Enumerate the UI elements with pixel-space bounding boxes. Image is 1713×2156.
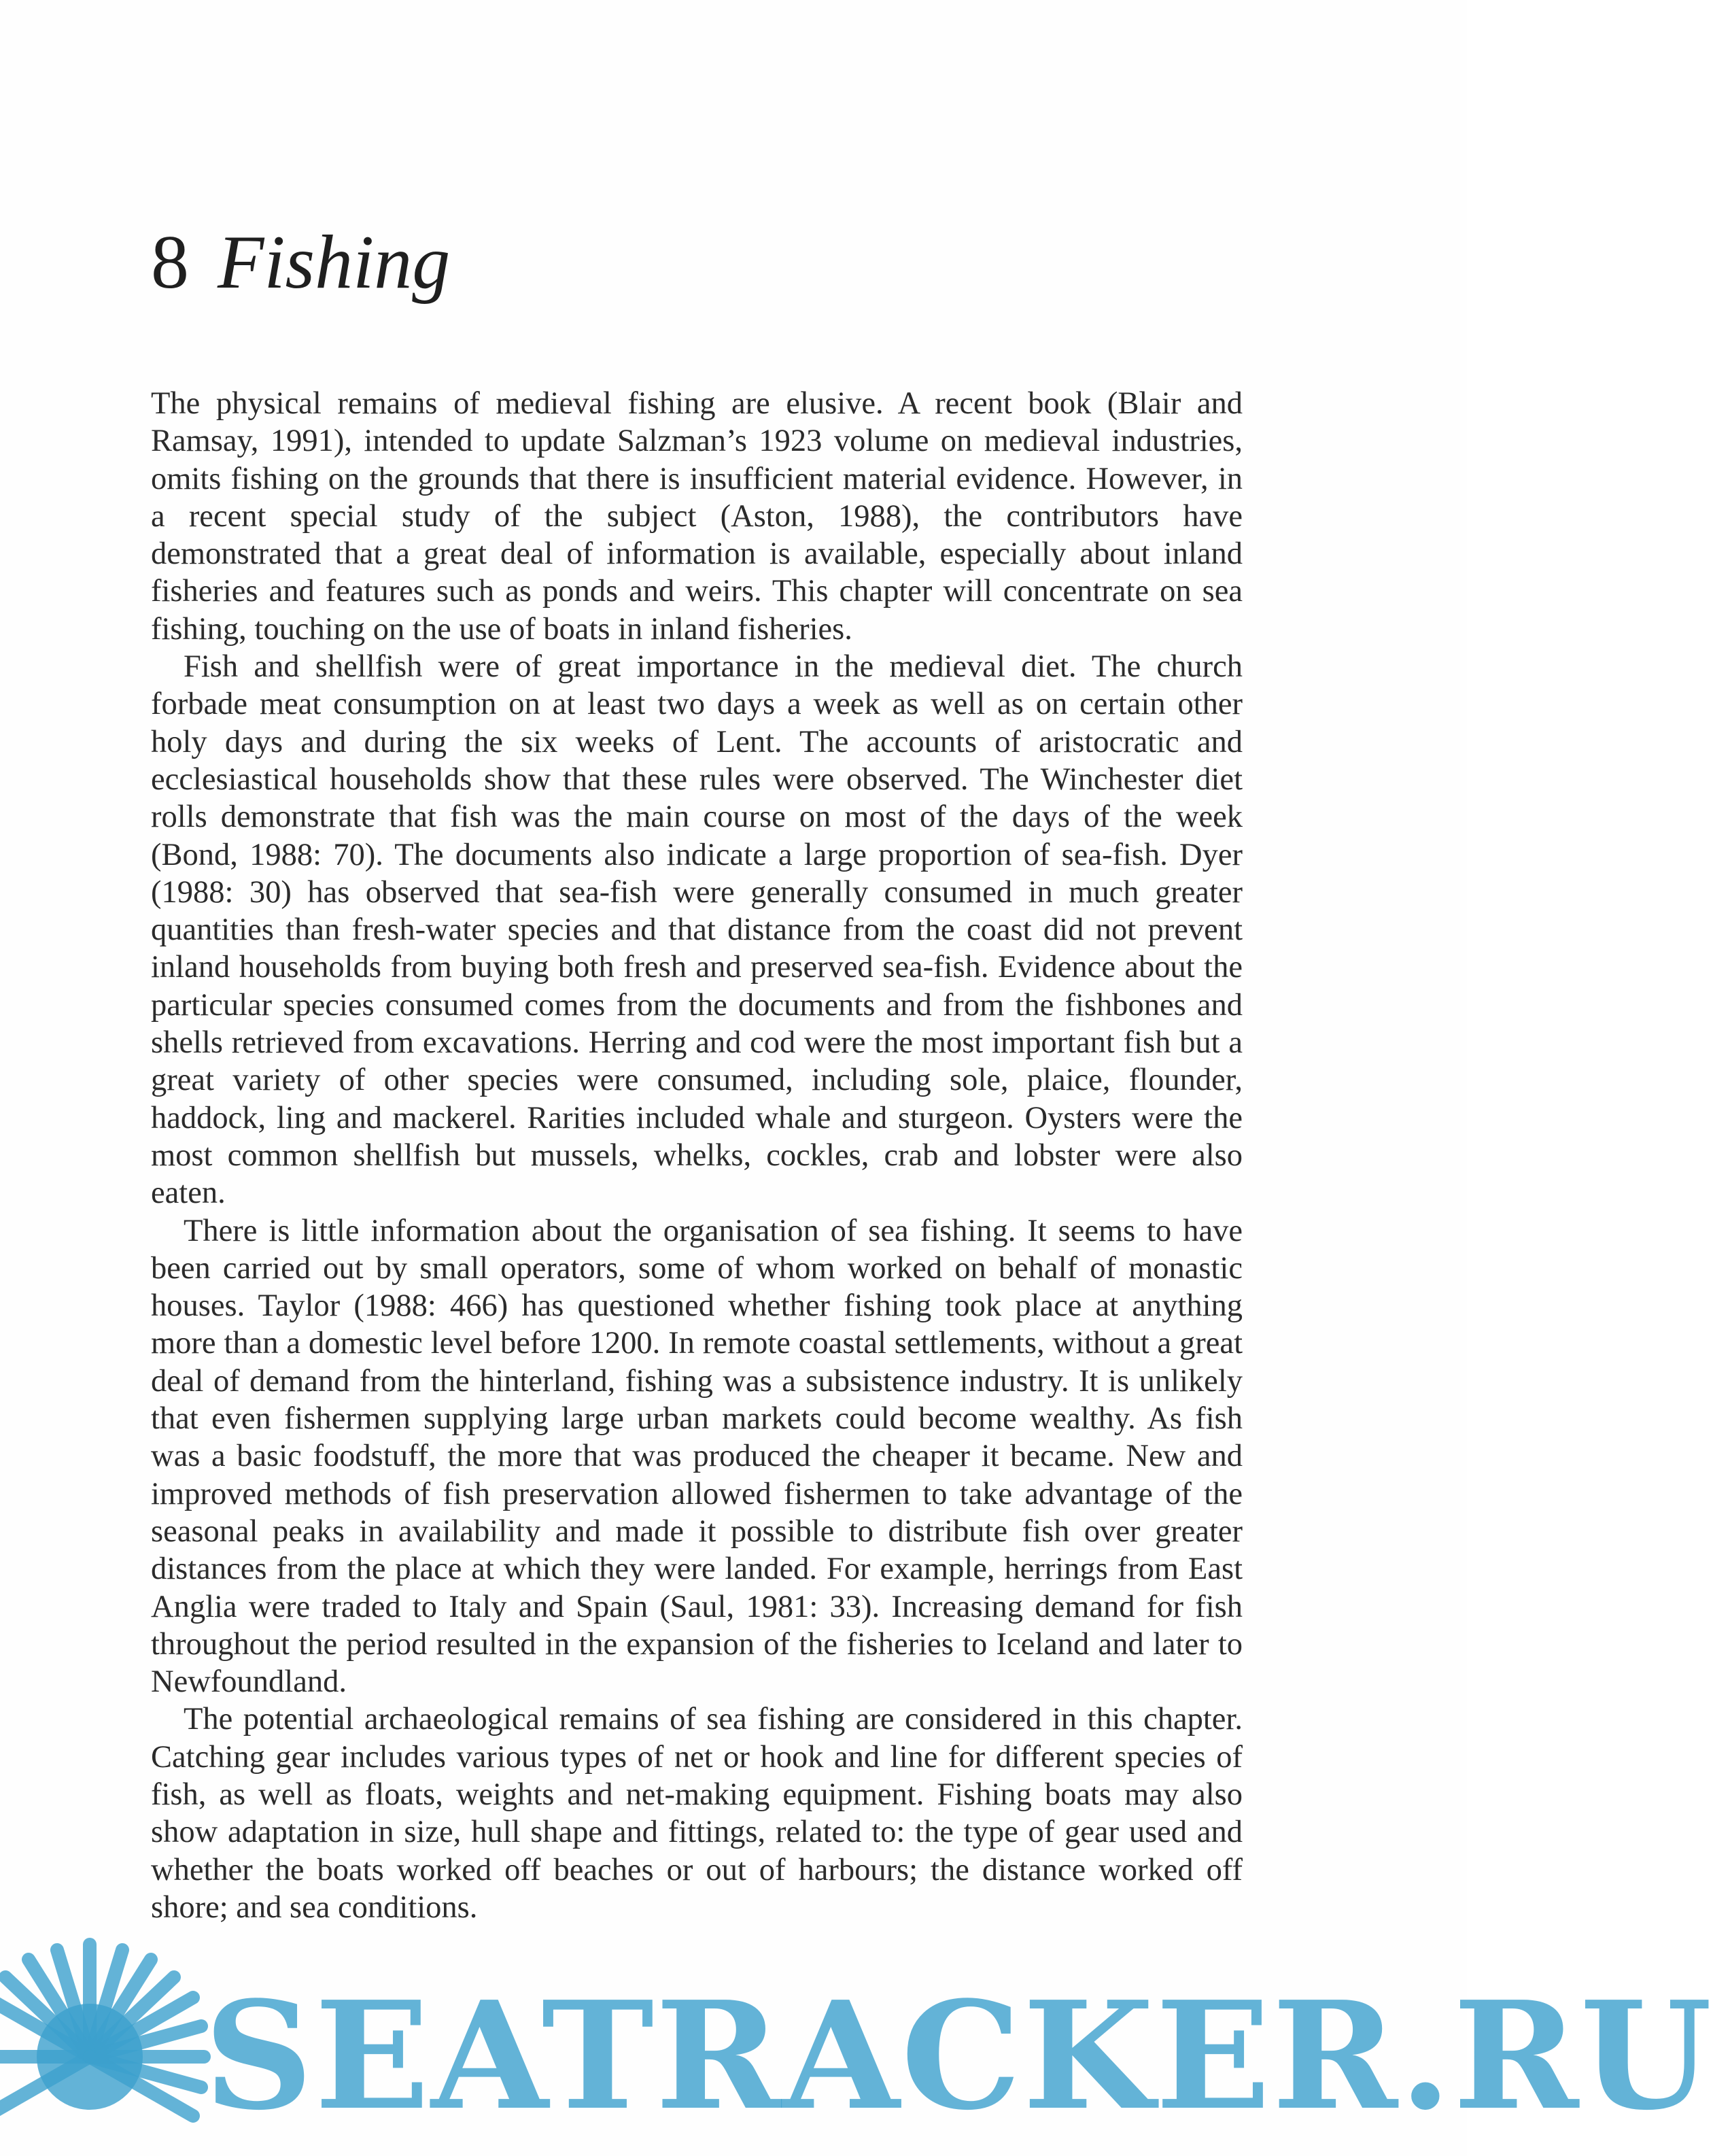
watermark-text: SEATRACKER.RU — [204, 1969, 1713, 2143]
chapter-title: Fishing — [218, 220, 451, 305]
paragraph-3: There is little information about the organisation of sea fishing. It seems to have been carried out by small operators, some of whom worked on behalf of monastic houses. Taylor (1988: 466) has questioned whether fishing took place at anything more than a domestic level before 1200. In remote coastal settlements, without a great deal of demand from the hinterland, fishing was a subsistence industry. It is unlikely that even fishermen supplying large urban markets could become wealthy. As fish was a basic foodstuff, the more that was produced the cheaper it became. New and improved methods of fish preservation allowed fishermen to take advantage of the seasonal peaks in availability and made it possible to distribute fish over greater distances from the place at which they were landed. For example, herrings from East Anglia were traded to Italy and Spain (Saul, 1981: 33). Increasing demand for fish throughout the period resulted in the expansion of the fisheries to Iceland and later to Newfoundland. — [151, 1213, 1243, 1700]
chapter-heading — [151, 220, 451, 305]
sunburst-logo-icon — [0, 1917, 1467, 2156]
chapter-body — [151, 385, 1243, 1926]
watermark — [0, 1917, 1713, 2156]
paragraph-1: The physical remains of medieval fishing are elusive. A recent book (Blair and Ramsay, 1991), intended to update Salzman’s 1923 volume on medieval industries, omits fishing on the grounds that there is insufficient material evidence. However, in a recent special study of the subject (Aston, 1988), the contributors have demonstrated that a great deal of information is available, especially about inland fisheries and features such as ponds and weirs. This chapter will concentrate on sea fishing, touching on the use of boats in inland fisheries. — [151, 386, 1243, 647]
paragraph-2: Fish and shellfish were of great importance in the medieval diet. The church forbade meat consumption on at least two days a week as well as on certain other holy days and during the six weeks of Lent. The accounts of aristocratic and ecclesiastical households show that these rules were observed. The Winchester diet rolls demonstrate that fish was the main course on most of the days of the week (Bond, 1988: 70). The documents also indicate a large proportion of sea-fish. Dyer (1988: 30) has observed that sea-fish were generally consumed in much greater quantities than fresh-water species and that distance from the coast did not prevent inland households from buying both fresh and preserved sea-fish. Evidence about the particular species consumed comes from the documents and from the fishbones and shells retrieved from excavations. Herring and cod were the most important fish but a great variety of other species were consumed, including sole, plaice, flounder, haddock, ling and mackerel. Rarities included whale and sturgeon. Oysters were the most common shellfish but mussels, whelks, cockles, crab and lobster were also eaten. — [151, 649, 1243, 1211]
chapter-number: 8 — [151, 220, 189, 305]
paragraph-4: The potential archaeological remains of sea fishing are considered in this chapter. Catching gear includes various types of net or hook and line for different species of fish, as well as floats, weights and net-making equipment. Fishing boats may also show adaptation in size, hull shape and fittings, related to: the type of gear used and whether the boats worked off beaches or out of harbours; the distance worked off shore; and sea conditions. — [151, 1702, 1243, 1925]
